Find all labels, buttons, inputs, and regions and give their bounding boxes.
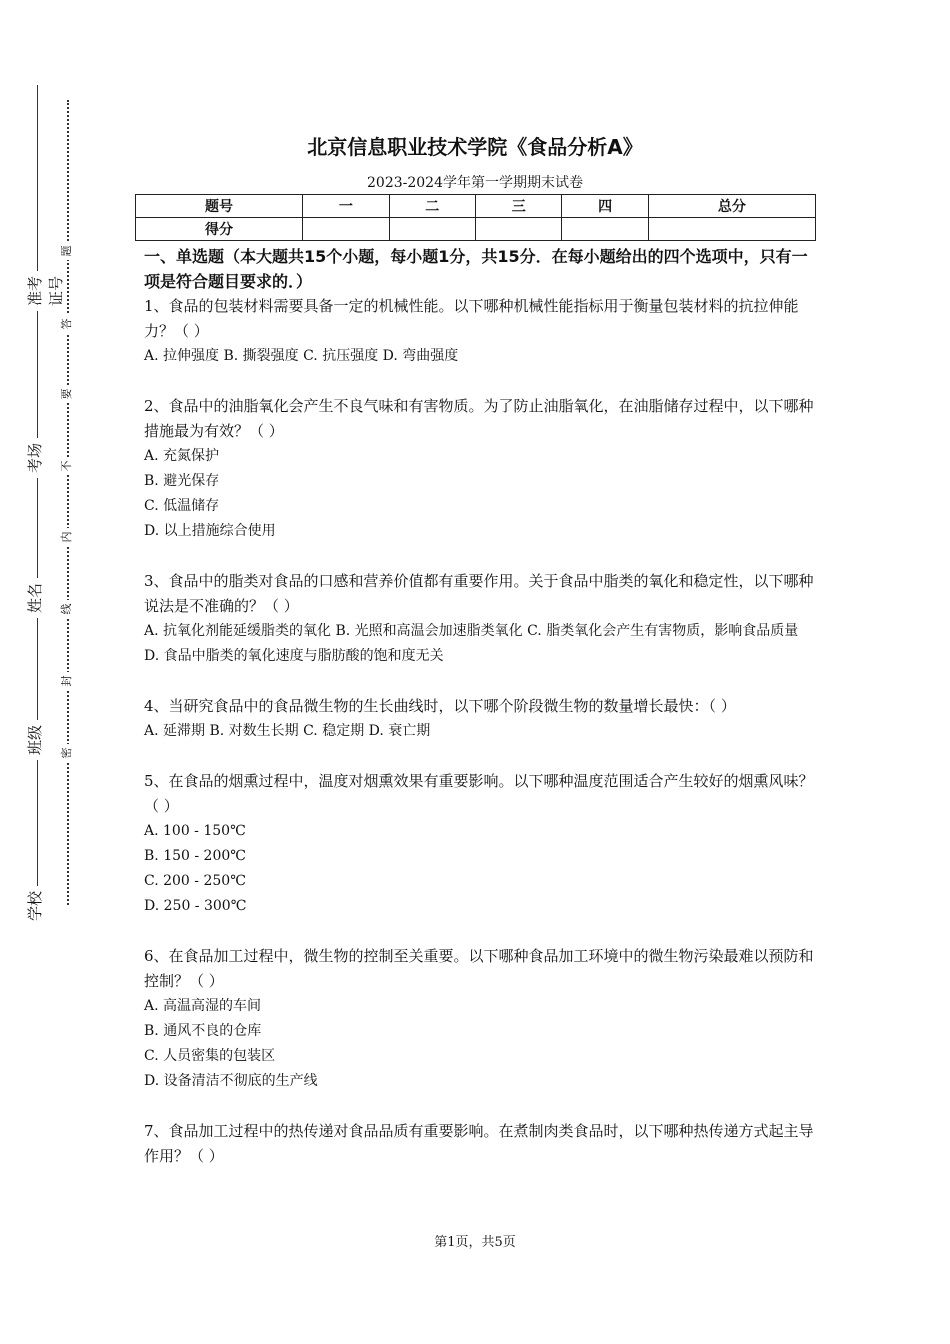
binding-line xyxy=(37,85,38,925)
page-number: 第1页，共5页 xyxy=(434,1235,516,1250)
score-row-label: 得分 xyxy=(136,218,303,241)
seal-char: 答 xyxy=(58,315,76,333)
score-header-cell: 三 xyxy=(475,195,561,218)
exam-title: 北京信息职业技术学院《食品分析A》 xyxy=(307,135,643,159)
seal-char: 不 xyxy=(58,457,76,475)
exam-content xyxy=(144,244,814,1169)
question-3 xyxy=(144,569,814,669)
score-cell[interactable] xyxy=(648,218,815,241)
option-c: C. 人员密集的包装区 xyxy=(144,1048,276,1064)
option-d: D. 以上措施综合使用 xyxy=(144,523,276,539)
question-options: A. 延滞期 B. 对数生长期 C. 稳定期 D. 衰亡期 xyxy=(144,723,431,739)
question-options: A. 拉伸强度 B. 撕裂强度 C. 抗压强度 D. 弯曲强度 xyxy=(144,348,459,364)
question-4 xyxy=(144,694,814,744)
seal-char: 要 xyxy=(58,385,76,403)
score-header-cell: 题号 xyxy=(136,195,303,218)
seal-char: 题 xyxy=(58,242,76,260)
score-cell[interactable] xyxy=(389,218,475,241)
option-b: B. 150 - 200℃ xyxy=(144,848,246,864)
score-header-cell: 一 xyxy=(303,195,389,218)
school-label: 学校 xyxy=(24,886,44,926)
exam-room-label: 考场 xyxy=(24,438,44,478)
exam-id-label: 准考证号 xyxy=(24,271,44,311)
option-c: C. 低温储存 xyxy=(144,498,220,514)
section-heading: 一、单选题（本大题共15个小题，每小题1分，共15分．在每小题给出的四个选项中，只有一项是符合题目要求的．） xyxy=(144,247,808,291)
option-d: D. 250 - 300℃ xyxy=(144,898,247,914)
seal-char: 密 xyxy=(58,744,76,762)
option-b: B. 通风不良的仓库 xyxy=(144,1023,262,1039)
question-stem: 7、食品加工过程中的热传递对食品品质有重要影响。在煮制肉类食品时，以下哪种热传递方式起主导作用？（ ） xyxy=(144,1122,814,1165)
score-cell[interactable] xyxy=(562,218,648,241)
question-6 xyxy=(144,944,814,1094)
name-label: 姓名 xyxy=(24,578,44,618)
score-table xyxy=(135,194,816,241)
question-stem: 2、食品中的油脂氧化会产生不良气味和有害物质。为了防止油脂氧化，在油脂储存过程中，以下哪种措施最为有效？（ ） xyxy=(144,397,814,440)
seal-char: 内 xyxy=(58,528,76,546)
seal-char: 封 xyxy=(58,672,76,690)
question-stem: 5、在食品的烟熏过程中，温度对烟熏效果有重要影响。以下哪种温度范围适合产生较好的烟熏风味？（ ） xyxy=(144,772,814,815)
option-a: A. 100 - 150℃ xyxy=(144,823,246,839)
question-2 xyxy=(144,394,814,544)
exam-subtitle: 2023-2024学年第一学期期末试卷 xyxy=(367,175,583,191)
option-a: A. 充氮保护 xyxy=(144,448,220,464)
option-d: D. 设备清洁不彻底的生产线 xyxy=(144,1073,318,1089)
option-a: A. 高温高湿的车间 xyxy=(144,998,262,1014)
score-table-header-row xyxy=(136,195,816,218)
question-7 xyxy=(144,1119,814,1169)
option-b: B. 避光保存 xyxy=(144,473,220,489)
binding-strip xyxy=(0,0,90,1344)
question-stem: 3、食品中的脂类对食品的口感和营养价值都有重要作用。关于食品中脂类的氧化和稳定性，以下哪种说法是不准确的？（ ） xyxy=(144,572,814,615)
question-1 xyxy=(144,294,814,369)
class-label: 班级 xyxy=(24,720,44,760)
question-options: A. 抗氧化剂能延缓脂类的氧化 B. 光照和高温会加速脂类氧化 C. 脂类氧化会产生有害物质，影响食品质量 D. 食品中脂类的氧化速度与脂肪酸的饱和度无关 xyxy=(144,623,799,664)
question-stem: 1、食品的包装材料需要具备一定的机械性能。以下哪种机械性能指标用于衡量包装材料的抗拉伸能力？（ ） xyxy=(144,297,799,340)
question-5 xyxy=(144,769,814,919)
question-stem: 6、在食品加工过程中，微生物的控制至关重要。以下哪种食品加工环境中的微生物污染最难以预防和控制？（ ） xyxy=(144,947,814,990)
score-header-cell: 总分 xyxy=(648,195,815,218)
score-header-cell: 二 xyxy=(389,195,475,218)
option-c: C. 200 - 250℃ xyxy=(144,873,246,889)
seal-char: 线 xyxy=(58,600,76,618)
score-cell[interactable] xyxy=(475,218,561,241)
question-stem: 4、当研究食品中的食品微生物的生长曲线时，以下哪个阶段微生物的数量增长最快：（ ） xyxy=(144,697,736,715)
score-cell[interactable] xyxy=(303,218,389,241)
score-table-score-row xyxy=(136,218,816,241)
seal-dotted-line xyxy=(67,100,69,905)
score-header-cell: 四 xyxy=(562,195,648,218)
